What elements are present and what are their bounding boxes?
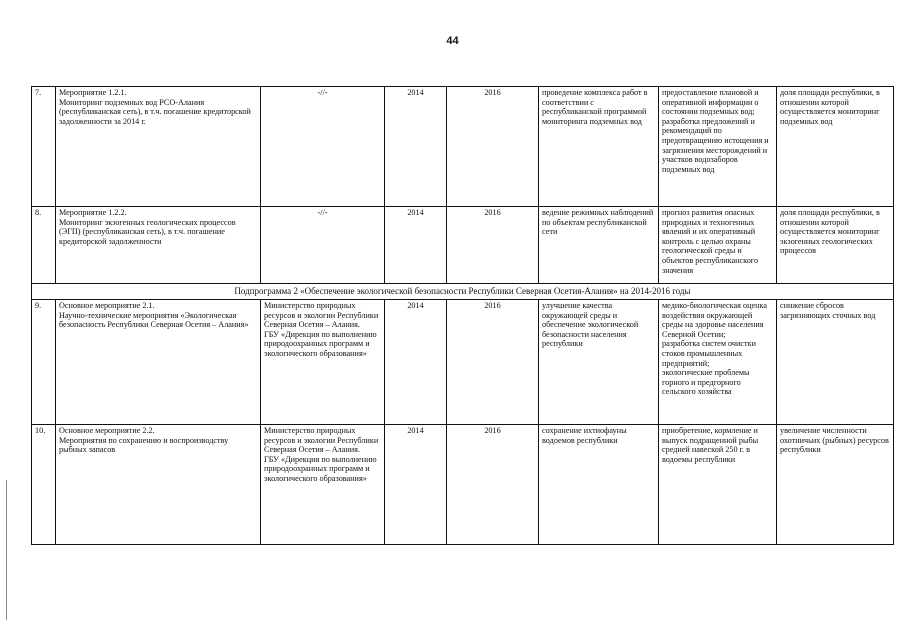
- expected-result: медико-биологическая оценка воздействия окружающей среды на здоровье населения Северной Осетии; разработка систем очистки стоков промышленных предприятий; экологические проблемы горного и предгорного сельского хозяйства: [659, 300, 777, 425]
- event-name: Мероприятие 1.2.2. Мониторинг экзогенных геологических процессов (ЭГП) (республиканская сеть), в т.ч. погашение кредиторской задолженности: [56, 207, 261, 284]
- start-year: 2014: [385, 425, 447, 545]
- event-name: Мероприятие 1.2.1. Мониторинг подземных вод РСО-Алания (республиканская сеть), в т.ч. погашение кредиторской задолженности за 2014 г.: [56, 87, 261, 207]
- end-year: 2016: [447, 425, 539, 545]
- executor: -//-: [261, 87, 385, 207]
- executor: -//-: [261, 207, 385, 284]
- end-year: 2016: [447, 207, 539, 284]
- event-content: проведение комплекса работ в соответствии с республиканской программой мониторинга подземных вод: [539, 87, 659, 207]
- program-table: [31, 86, 894, 545]
- expected-result: прогноз развития опасных природных и техногенных явлений и их оперативный контроль с целью охраны геологической среды и объектов республиканского значения: [659, 207, 777, 284]
- indicator: доля площади республики, в отношении которой осуществляется мониторинг подземных вод: [777, 87, 894, 207]
- subprogram-row: [32, 284, 894, 300]
- end-year: 2016: [447, 300, 539, 425]
- page-number: 44: [446, 35, 459, 47]
- indicator: снижение сбросов загрязняющих сточных вод: [777, 300, 894, 425]
- subprogram-title: Подпрограмма 2 «Обеспечение экологической безопасности Республики Северная Осетия-Алания» на 2014-2016 годы: [32, 284, 894, 300]
- row-number: 10.: [32, 425, 56, 545]
- end-year: 2016: [447, 87, 539, 207]
- event-content: улучшение качества окружающей среды и обеспечение экологической безопасности населения республики: [539, 300, 659, 425]
- start-year: 2014: [385, 87, 447, 207]
- row-number: 7.: [32, 87, 56, 207]
- expected-result: приобретение, кормление и выпуск подращенной рыбы средней навеской 250 г. в водоемы республики: [659, 425, 777, 545]
- expected-result: предоставление плановой и оперативной информации о состоянии подземных вод; разработка предложений и рекомендаций по предотвращению истощения и загрязнения месторождений и участков водозаборов подземных вод: [659, 87, 777, 207]
- event-content: сохранение ихтиофауны водоемов республики: [539, 425, 659, 545]
- table-row: [32, 425, 894, 545]
- executor: Министерство природных ресурсов и экологии Республики Северная Осетия – Алания. ГБУ «Дирекция по выполнению природоохранных программ и экологического образования»: [261, 425, 385, 545]
- event-name: Основное мероприятие 2.2. Мероприятия по сохранению и воспроизводству рыбных запасов: [56, 425, 261, 545]
- event-name: Основное мероприятие 2.1. Научно-технические мероприятия «Экологическая безопасность Республики Северная Осетия – Алания»: [56, 300, 261, 425]
- row-number: 8.: [32, 207, 56, 284]
- start-year: 2014: [385, 300, 447, 425]
- table-row: [32, 87, 894, 207]
- executor: Министерство природных ресурсов и экологии Республики Северная Осетия – Алания. ГБУ «Дирекция по выполнению природоохранных программ и экологического образования»: [261, 300, 385, 425]
- indicator: доля площади республики, в отношении которой осуществляется мониторинг экзогенных геологических процессов: [777, 207, 894, 284]
- scan-margin-mark: [6, 480, 7, 620]
- table-row: [32, 207, 894, 284]
- event-content: ведение режимных наблюдений по объектам республиканской сети: [539, 207, 659, 284]
- row-number: 9.: [32, 300, 56, 425]
- table-row: [32, 300, 894, 425]
- indicator: увеличение численности охотничьих (рыбных) ресурсов республики: [777, 425, 894, 545]
- start-year: 2014: [385, 207, 447, 284]
